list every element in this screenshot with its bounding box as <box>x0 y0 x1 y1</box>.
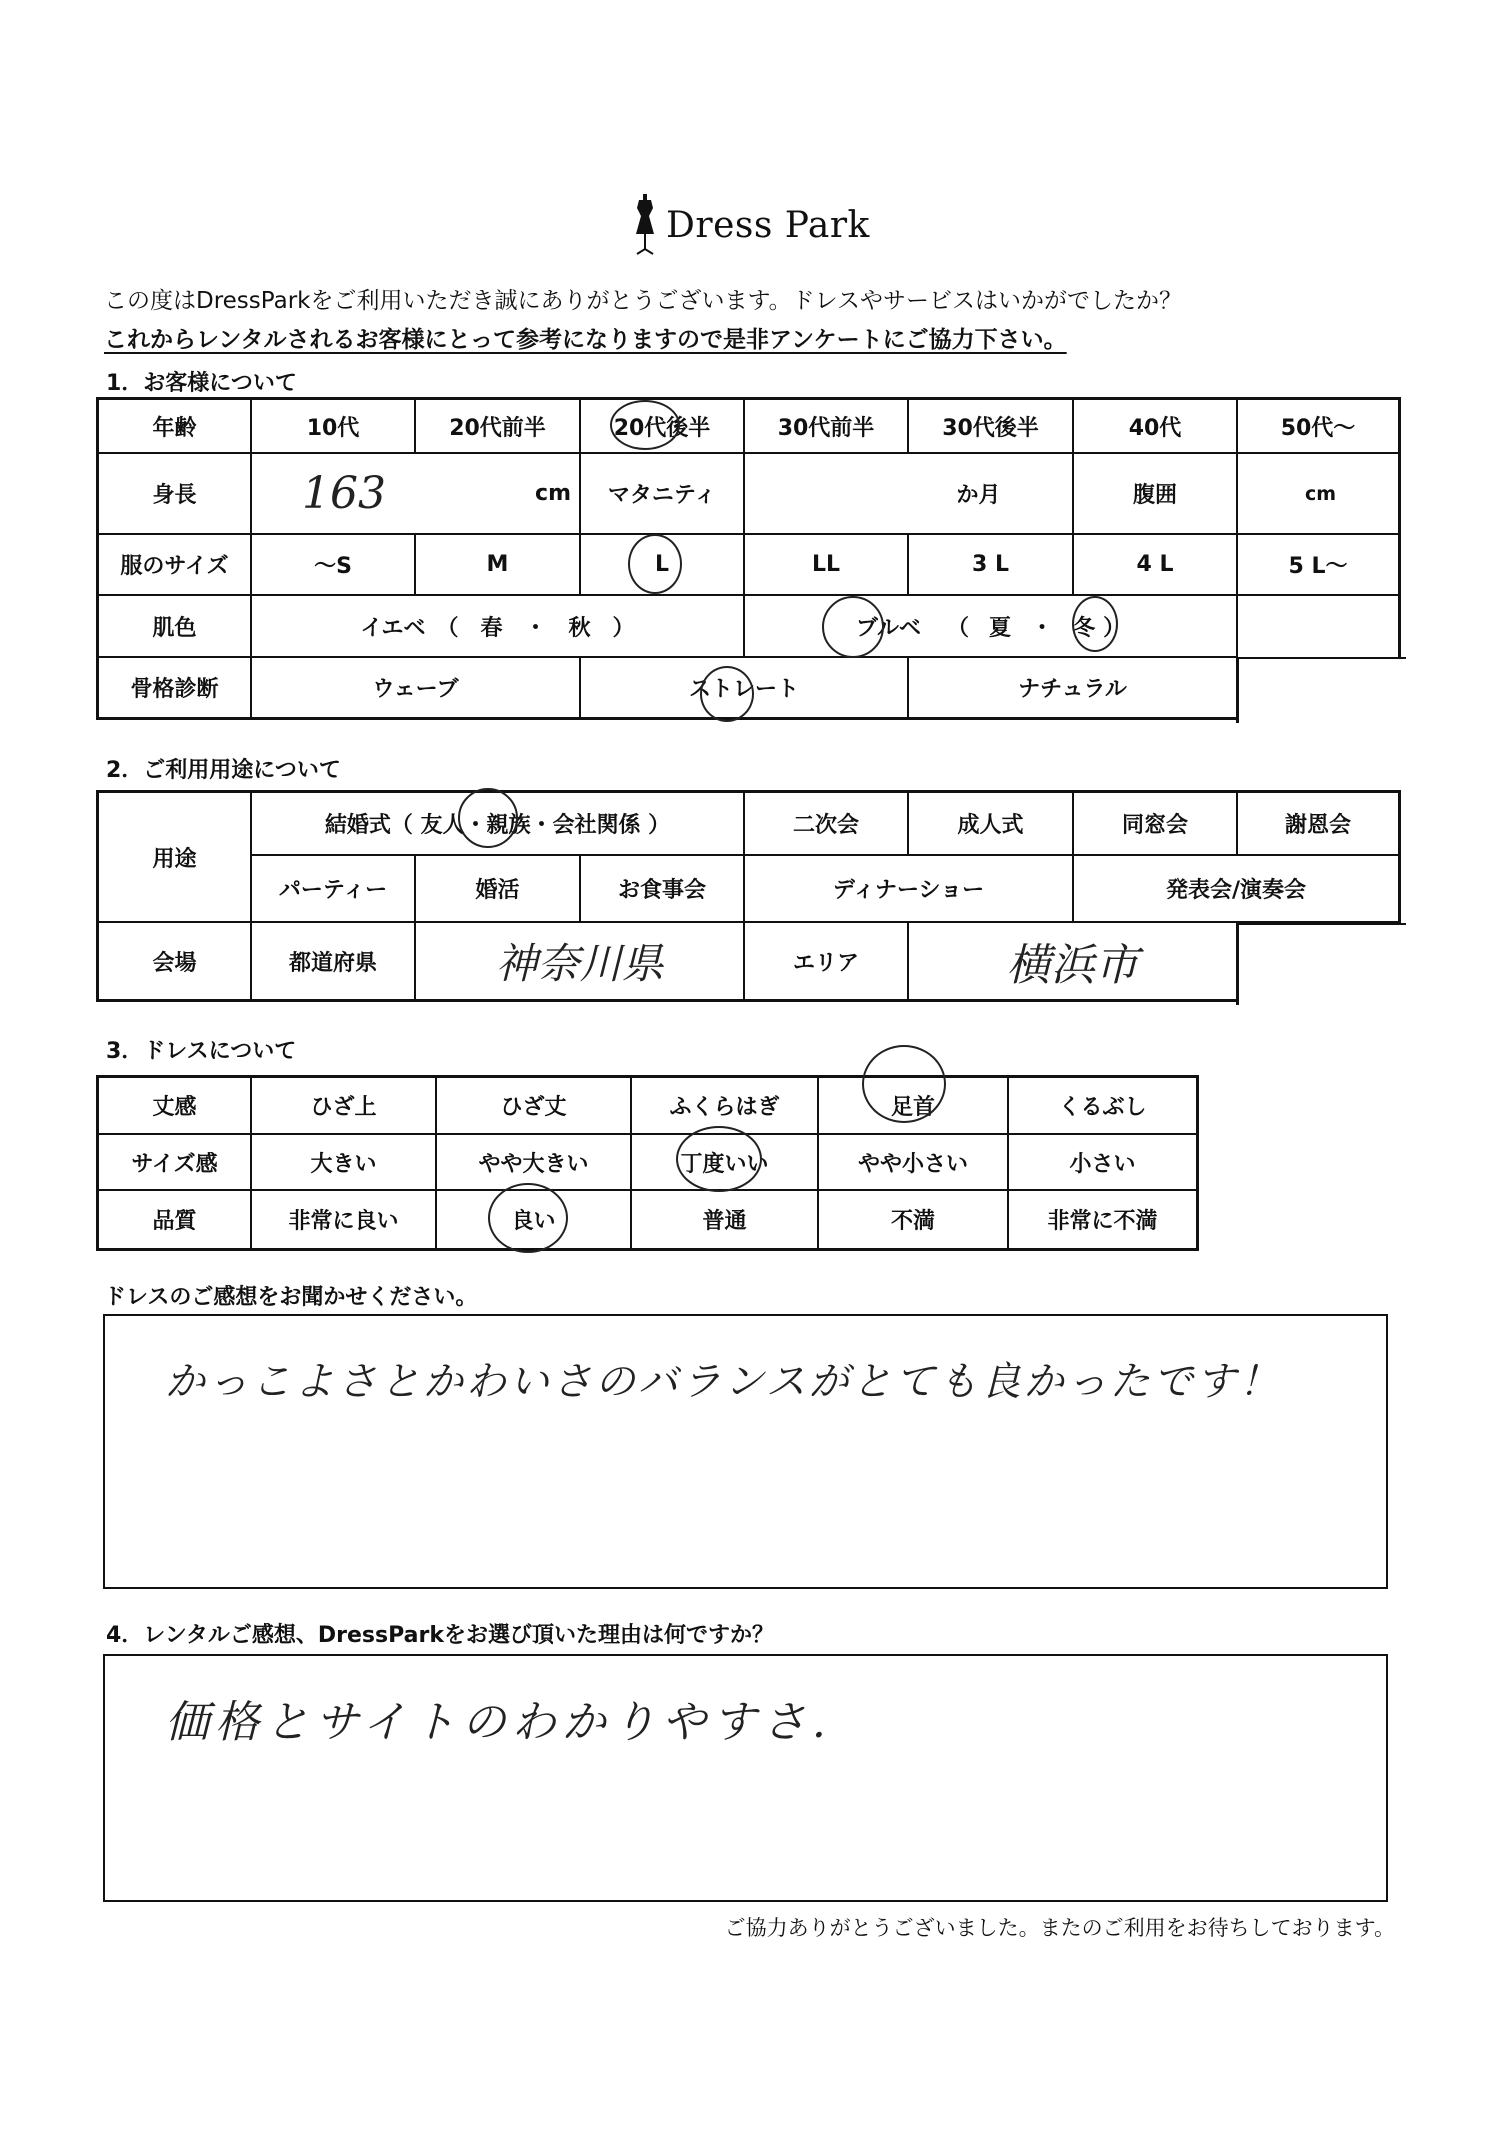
intro-text: この度はDressParkをご利用いただき誠にありがとうございます。ドレスやサービスはいかがでしたか？ <box>104 288 1182 314</box>
prefecture-label: 都道府県 <box>252 923 416 999</box>
skin-winter: 冬 <box>1073 615 1096 641</box>
reason-answer-box[interactable] <box>103 1654 1388 1902</box>
section1-title: 1．お客様について <box>106 371 297 396</box>
maternity-label: マタニティ <box>581 454 745 535</box>
frame-option-selected[interactable]: ストレート <box>581 658 909 717</box>
waist-label: 腹囲 <box>1074 454 1238 535</box>
selection-circle <box>700 666 754 722</box>
venue-label: 会場 <box>99 923 252 999</box>
footer-thanks: ご協力ありがとうございました。またのご利用をお待ちしております。 <box>724 1916 1395 1940</box>
length-label: 丈感 <box>99 1078 252 1135</box>
fit-option[interactable]: 小さい <box>1009 1135 1196 1191</box>
area-label: エリア <box>745 923 909 999</box>
quality-option-selected[interactable]: 良い <box>437 1191 632 1248</box>
age-option[interactable]: 50代〜 <box>1238 400 1398 454</box>
selection-circle <box>862 1045 946 1123</box>
fit-option-selected[interactable]: 丁度いい <box>632 1135 819 1191</box>
size-option[interactable]: 4 L <box>1074 535 1238 596</box>
paren-close: ） <box>1103 615 1126 641</box>
selection-circle <box>458 788 518 848</box>
frame-option[interactable]: ウェーブ <box>252 658 581 717</box>
intro-request: これからレンタルされるお客様にとって参考になりますので是非アンケートにご協力下さい。 <box>104 327 1067 353</box>
quality-option[interactable]: 非常に不満 <box>1047 1209 1158 1234</box>
skin-label: 肌色 <box>99 596 252 658</box>
selection-circle <box>610 400 680 450</box>
maternity-months-field[interactable] <box>745 454 1074 535</box>
purpose-option[interactable]: お食事会 <box>581 856 745 923</box>
height-label: 身長 <box>99 454 252 535</box>
brand-logo <box>632 190 870 260</box>
size-option[interactable]: M <box>416 535 581 596</box>
impressions-label: ドレスのご感想をお聞かせください。 <box>104 1285 478 1310</box>
selection-circle <box>676 1126 762 1192</box>
age-label: 年齢 <box>99 400 252 454</box>
purpose-option[interactable]: パーティー <box>252 856 416 923</box>
selection-circle <box>1072 596 1118 652</box>
skin-blue-label: ブルベ <box>855 615 922 641</box>
size-option[interactable]: 3 L <box>909 535 1074 596</box>
usage-table <box>96 790 1401 1002</box>
impressions-answer: かっこよさとかわいさのバランスがとても良かったです！ <box>165 1359 1282 1405</box>
empty-cell <box>1238 596 1398 658</box>
frame-option[interactable]: ナチュラル <box>909 658 1238 717</box>
paren-open: （ <box>947 615 970 641</box>
area-value: 横浜市 <box>1006 940 1139 991</box>
quality-option[interactable]: 非常に良い <box>252 1191 437 1248</box>
size-label: 服のサイズ <box>99 535 252 596</box>
waist-field[interactable] <box>1238 454 1398 535</box>
quality-label: 品質 <box>99 1191 252 1248</box>
selection-circle <box>628 534 682 594</box>
table-corner <box>1236 657 1406 723</box>
purpose-label: 用途 <box>99 793 252 923</box>
purpose-option[interactable]: 婚活 <box>416 856 581 923</box>
size-option[interactable]: LL <box>745 535 909 596</box>
length-option[interactable]: ふくらはぎ <box>632 1078 819 1135</box>
brand-name: Dress Park <box>666 204 870 246</box>
purpose-option[interactable]: 成人式 <box>909 793 1074 856</box>
customer-table <box>96 397 1401 720</box>
height-field[interactable] <box>252 454 581 535</box>
fit-option[interactable]: 大きい <box>252 1135 437 1191</box>
skin-dot: ・ <box>1031 615 1054 641</box>
selection-circle <box>822 596 884 658</box>
fit-label: サイズ感 <box>99 1135 252 1191</box>
length-option[interactable]: ひざ上 <box>252 1078 437 1135</box>
age-option[interactable]: 20代前半 <box>416 400 581 454</box>
purpose-option[interactable]: 同窓会 <box>1074 793 1238 856</box>
table-corner <box>1236 923 1406 1005</box>
area-field[interactable] <box>909 923 1238 999</box>
quality-option[interactable]: 普通 <box>632 1191 819 1248</box>
skin-option-yellow[interactable]: イエベ （ 春 ・ 秋 ） <box>252 596 745 658</box>
skin-option-blue[interactable] <box>745 596 1238 658</box>
reason-answer: 価格とサイトのわかりやすさ. <box>165 1697 832 1748</box>
age-option-selected[interactable]: 20代後半 <box>581 400 745 454</box>
frame-label: 骨格診断 <box>99 658 252 717</box>
prefecture-value: 神奈川県 <box>495 939 664 988</box>
length-option-selected[interactable]: 足首 <box>819 1078 1009 1135</box>
fit-option[interactable]: やや小さい <box>819 1135 1009 1191</box>
impressions-answer-box[interactable] <box>103 1314 1388 1589</box>
waist-unit: cm <box>1304 482 1336 505</box>
section4-title: 4．レンタルご感想、DressParkをお選び頂いた理由は何ですか？ <box>106 1623 774 1648</box>
purpose-option[interactable]: ディナーショー <box>745 856 1074 923</box>
size-option[interactable]: 5 L〜 <box>1238 535 1398 596</box>
wedding-option[interactable]: 結婚式（ 友人・親族・会社関係 ） <box>252 793 745 856</box>
size-option-selected[interactable]: L <box>581 535 745 596</box>
purpose-option[interactable]: 二次会 <box>745 793 909 856</box>
quality-option[interactable]: 不満 <box>819 1191 1009 1248</box>
age-option[interactable]: 10代 <box>252 400 416 454</box>
height-unit: cm <box>535 481 571 506</box>
prefecture-field[interactable] <box>416 923 745 999</box>
age-option[interactable]: 30代前半 <box>745 400 909 454</box>
purpose-option[interactable]: 謝恩会 <box>1238 793 1398 856</box>
purpose-option[interactable]: 発表会/演奏会 <box>1074 856 1398 923</box>
selection-circle <box>488 1183 568 1253</box>
height-value: 163 <box>302 468 386 519</box>
length-option[interactable]: くるぶし <box>1009 1078 1196 1135</box>
age-option[interactable]: 30代後半 <box>909 400 1074 454</box>
skin-summer: 夏 <box>989 615 1012 641</box>
dress-table <box>96 1075 1199 1251</box>
fit-option[interactable]: やや大きい <box>437 1135 632 1191</box>
length-option[interactable]: ひざ丈 <box>437 1078 632 1135</box>
section2-title: 2．ご利用用途について <box>106 758 341 783</box>
section3-title: 3．ドレスについて <box>106 1039 297 1064</box>
dress-form-icon <box>632 194 658 256</box>
size-option[interactable]: 〜S <box>252 535 416 596</box>
months-unit: か月 <box>956 483 1001 508</box>
age-option[interactable]: 40代 <box>1074 400 1238 454</box>
